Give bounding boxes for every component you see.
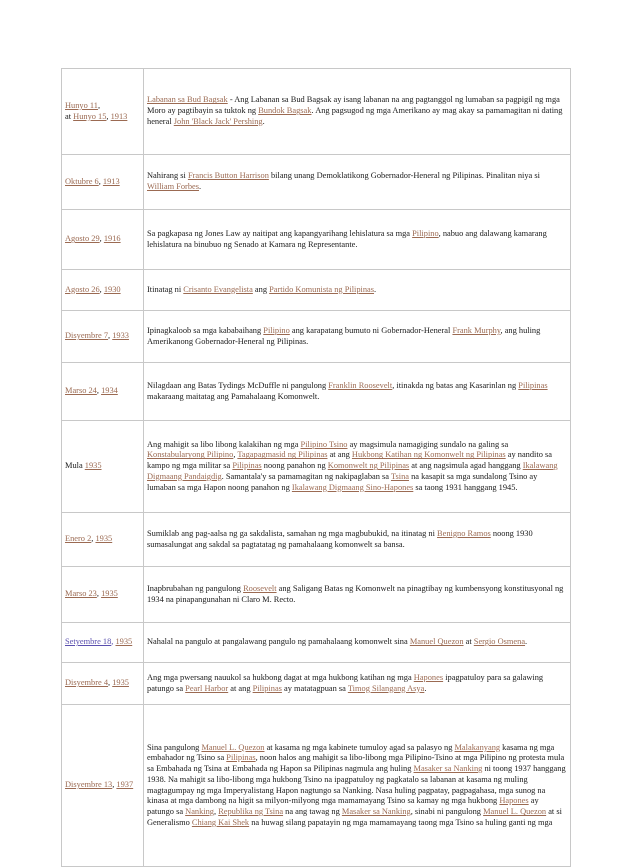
event-description-cell (144, 311, 571, 363)
event-description-cell (144, 270, 571, 311)
text-segment: noong 1930 sumasalungat ang sakdal sa pagtatatag ng pamahalaang komonwelt sa bansa. (147, 528, 533, 549)
wiki-link[interactable]: 1934 (101, 386, 118, 396)
text-segment: ang (252, 284, 270, 294)
text-segment: sa taong 1931 hanggang 1945. (413, 482, 518, 492)
wiki-link[interactable]: William Forbes (147, 182, 199, 191)
wiki-link[interactable]: Republika ng Tsina (218, 807, 284, 816)
text-segment: ni toong 1937 hanggang 1938. Na mahigit sa libo-libong mga hukbong Tsino na ipagpatuloy ng pagkatalo sa labanan at kasama ng muling magtagumpay ng mga Imperyalistang Hapon nagtungo sa Nanking. Nasa huling pagpatay, pagpagahasa, mga sunog na kinasa at mga dambong na higit sa milyon-milyong mga mamamayang Tsino sa kamay ng mga hukbong (147, 764, 566, 806)
event-description-cell (144, 705, 571, 867)
text-segment: , (108, 678, 113, 688)
text-segment: , (98, 176, 103, 186)
wiki-link[interactable]: Pilipino (412, 228, 439, 238)
timeline-row (62, 663, 571, 705)
wiki-link[interactable]: Partido Komunista ng Pilipinas (269, 284, 375, 294)
text-segment: at ang (327, 450, 352, 460)
date-cell (62, 513, 144, 567)
wiki-link[interactable]: Setyembre 18 (65, 637, 112, 647)
text-segment: ang karapatang bumuto ni Gobernador-Heneral (289, 325, 453, 335)
timeline-row (62, 270, 571, 311)
text-segment: Sina pangulong (147, 742, 202, 752)
event-description-cell (144, 567, 571, 623)
text-segment: at (463, 637, 474, 647)
wiki-link[interactable]: Tsina (390, 471, 409, 481)
wiki-link[interactable]: Hapones (413, 672, 444, 682)
text-segment: , sinabi ni pangulong (410, 807, 484, 816)
wiki-link[interactable]: 1935 (84, 461, 102, 471)
event-description-cell (144, 663, 571, 705)
text-segment: ay matatagpuan sa (281, 683, 348, 693)
wiki-link[interactable]: Manuel L. Quezon (201, 742, 265, 752)
text-segment: Sa pagkapasa ng Jones Law ay naitipat ang kapangyarihang lehislatura sa mga (147, 228, 413, 238)
date-cell (62, 567, 144, 623)
wiki-link[interactable]: Manuel L. Quezon (483, 807, 547, 816)
wiki-link[interactable]: 1930 (103, 284, 121, 294)
timeline-table (61, 68, 571, 867)
wiki-link[interactable]: 1916 (103, 234, 121, 244)
text-segment: Nilagdaan ang Batas Tydings McDuffle ni pangulong (147, 380, 329, 390)
event-description-cell (144, 513, 571, 567)
text-segment: , noon halos ang mahigit sa libo-libong mga Pilipino-Tsino at mga Pilipino ng protesta mula sa Embahada ng Tsina at Embahada ng Hapon sa Pilipinas nagmula ang huling (147, 753, 565, 773)
text-segment: , (97, 100, 101, 110)
wiki-link[interactable]: Frank Murphy (452, 325, 501, 335)
text-segment: - Ang Labanan sa Bud Bagsak ay isang labanan na ang pagtanggol ng lumaban sa pagpigil ng mga Moro ay pagtibayin sa tuktok ng (147, 95, 560, 116)
timeline-row (62, 623, 571, 663)
wiki-link[interactable]: Enero 2 (65, 534, 92, 544)
wiki-link[interactable]: Marso 23 (65, 589, 97, 599)
text-segment: , (96, 386, 102, 396)
text-segment: , (233, 450, 238, 460)
event-description-cell (144, 155, 571, 210)
timeline-row (62, 311, 571, 363)
date-cell (62, 69, 144, 155)
wiki-link[interactable]: Crisanto Evangelista (183, 284, 253, 294)
wiki-link[interactable]: Chiang Kai Shek (191, 817, 250, 827)
wiki-link[interactable]: Pilipinas (252, 683, 282, 693)
wiki-link[interactable]: 1935 (112, 678, 129, 688)
date-cell (62, 705, 144, 867)
timeline-row (62, 567, 571, 623)
wiki-link[interactable]: Disyembre 7 (65, 331, 109, 341)
date-cell (62, 210, 144, 270)
text-segment: na kasapit sa mga sundalong Tsino ay lumaban sa mga Hapon noong panahon ng (147, 471, 538, 492)
wiki-link[interactable]: Konstabularyong Pilipino (147, 450, 234, 460)
timeline-row (62, 705, 571, 867)
wiki-link[interactable]: Nanking (185, 807, 214, 816)
wiki-link[interactable]: Marso 24 (65, 386, 97, 396)
text-segment: , (111, 637, 116, 647)
text-segment: , nabuo ang dalawang kamarang lehislatura na binubuo ng Senado at Kamara ng Representante. (147, 228, 547, 249)
wiki-link[interactable]: Masaker sa Nanking (341, 807, 411, 816)
wiki-link[interactable]: 1935 (95, 534, 113, 544)
text-segment: , (112, 780, 117, 790)
wiki-link[interactable]: Franklin Roosevelt (328, 380, 393, 390)
event-description-cell (144, 363, 571, 421)
wiki-link[interactable]: Pearl Harbor (185, 683, 229, 693)
text-segment: , (214, 807, 219, 816)
timeline-row (62, 210, 571, 270)
text-segment: at kasama ng mga kabinete tumuloy agad sa palasyo ng (264, 742, 455, 752)
date-cell (62, 270, 144, 311)
wiki-link[interactable]: Roosevelt (243, 583, 277, 593)
text-segment: , (106, 111, 111, 121)
date-cell (62, 663, 144, 705)
text-segment: Ang mahigit sa libo libong kalakihan ng mga (147, 439, 301, 449)
event-description-cell (144, 210, 571, 270)
text-segment: . (424, 683, 427, 693)
text-segment: , (99, 284, 104, 294)
wiki-link[interactable]: 1937 (116, 780, 134, 790)
date-cell (62, 363, 144, 421)
text-segment: bilang unang Demoklatikong Gobernador-Heneral ng Pilipinas. Pinalitan niya si (268, 171, 540, 181)
text-segment: , (99, 234, 104, 244)
text-segment: makaraang maitatag ang Pamahalaang Komonwelt. (147, 391, 320, 401)
text-segment: Nahirang si (147, 171, 188, 181)
wiki-link[interactable]: Timog Silangang Asya (347, 683, 425, 693)
text-segment: . (525, 637, 528, 647)
text-segment: Itinatag ni (147, 284, 184, 294)
timeline-row (62, 421, 571, 513)
event-description-cell (144, 623, 571, 663)
text-segment: Mula (65, 461, 85, 471)
text-segment: , (108, 331, 113, 341)
wiki-link[interactable]: Ikalawang Digmaang Pandaigdig (147, 461, 558, 481)
timeline-row (62, 363, 571, 421)
date-cell (62, 623, 144, 663)
text-segment: . (262, 116, 265, 126)
wiki-link[interactable]: Bundok Bagsak (258, 106, 312, 116)
text-segment: . (374, 284, 377, 294)
text-segment: ay magsimula namagiging sundalo na galing sa (347, 439, 509, 449)
timeline-row (62, 513, 571, 567)
wiki-link[interactable]: Masaker sa Nanking (413, 764, 483, 773)
wiki-link[interactable]: Ikalawang Digmaang Sino-Hapones (291, 482, 414, 492)
wiki-link[interactable]: John 'Black Jack' Pershing (173, 116, 263, 126)
wiki-link[interactable]: Pilipinas (518, 380, 548, 390)
wiki-link[interactable]: Sergio Osmena (473, 637, 526, 647)
text-segment: ang Saligang Batas ng Komonwelt na pinagtibay ng kumbensyong konstitusyonal ng 1934 na pinapangunahan ni Claro M. Recto. (147, 583, 564, 604)
text-segment: Inapbrubahan ng pangulong (147, 583, 244, 593)
text-segment: , ang huling Amerikanong Gobernador-Heneral ng Pilipinas. (147, 325, 541, 346)
text-segment: ay patungo sa (147, 796, 539, 816)
text-segment: at si Generalismo (147, 807, 562, 827)
text-segment: ipagpatuloy para sa galawing patungo sa (147, 672, 544, 693)
text-segment: ay nandito sa kampo ng mga militar sa (147, 450, 552, 471)
text-segment: . Ang pagsugod ng mga Amerikano ay mag akay sa pamamagitan ni dating heneral (147, 106, 563, 126)
text-segment: Ipinagkaloob sa mga kababaihang (147, 325, 264, 335)
wiki-link[interactable]: 1935 (115, 637, 133, 647)
wiki-link[interactable]: Disyembre 13 (65, 780, 113, 790)
timeline-body (62, 69, 571, 867)
wiki-link[interactable]: Hunyo 15 (73, 111, 107, 121)
wiki-link[interactable]: 1933 (112, 331, 129, 341)
wiki-link[interactable]: Pilipinas (232, 461, 262, 471)
text-segment: noong panahon ng (261, 461, 328, 471)
text-segment: kasama ng mga embahador ng Tsino sa (147, 742, 555, 763)
text-segment: at ang nagsimula agad hanggang (409, 461, 523, 471)
timeline-row (62, 69, 571, 155)
wiki-link[interactable]: 1913 (102, 176, 120, 186)
timeline-row (62, 155, 571, 210)
wiki-link[interactable]: Hukbong Katihan ng Komonwelt ng Pilipinas (351, 450, 506, 460)
text-segment: at ang (228, 683, 253, 693)
wiki-link[interactable]: Pilipinas (226, 753, 256, 763)
wiki-link[interactable]: Manuel Quezon (409, 637, 464, 647)
wiki-link[interactable]: Pilipino (263, 325, 290, 335)
wiki-link[interactable]: Tagapagmasid ng Pilipinas (237, 450, 328, 460)
wiki-link[interactable]: Benigno Ramos (437, 528, 491, 538)
text-segment: . Samantala'y sa pamamagitan ng nakipaglaban sa (221, 471, 391, 481)
text-segment: na huwag silang papatayin ng mga mamamayang taong mga Tsino sa huling ganti ng mga (249, 817, 553, 827)
date-cell (62, 421, 144, 513)
text-segment: . (199, 182, 202, 191)
text-segment: , (96, 589, 102, 599)
wiki-link[interactable]: 1913 (110, 111, 128, 121)
date-cell (62, 155, 144, 210)
text-segment: at (65, 111, 74, 121)
text-segment: , itinakda ng batas ang Kasarinlan ng (392, 380, 519, 390)
wiki-link[interactable]: Hapones (499, 796, 529, 806)
date-cell (62, 311, 144, 363)
text-segment: Sumiklab ang pag-aalsa ng ga sakdalista, samahan ng mga magbubukid, na itinatag ni (147, 528, 438, 538)
text-segment: Ang mga pwersang nauukol sa hukbong dagat at mga hukbong katihan ng mga (147, 672, 414, 682)
text-segment: , (91, 534, 96, 544)
wiki-link[interactable]: Agosto 29 (65, 234, 100, 244)
wiki-link[interactable]: Pilipino Tsino (300, 439, 348, 449)
wiki-link[interactable]: 1935 (101, 589, 118, 599)
wiki-link[interactable]: Oktubre 6 (65, 176, 99, 186)
event-description-cell (144, 69, 571, 155)
wiki-link[interactable]: Francis Button Harrison (187, 171, 269, 181)
wiki-link[interactable]: Labanan sa Bud Bagsak (147, 95, 228, 105)
wiki-link[interactable]: Malakanyang (454, 742, 501, 752)
text-segment: na ang tawag ng (283, 807, 342, 816)
wiki-link[interactable]: Agosto 26 (65, 284, 100, 294)
wiki-link[interactable]: Disyembre 4 (65, 678, 109, 688)
text-segment: Nahalal na pangulo at pangalawang pangulo ng pamahalaang komonwelt sina (147, 637, 410, 647)
event-description-cell (144, 421, 571, 513)
wiki-link[interactable]: Komonwelt ng Pilipinas (327, 461, 410, 471)
wiki-link[interactable]: Hunyo 11 (65, 100, 98, 110)
